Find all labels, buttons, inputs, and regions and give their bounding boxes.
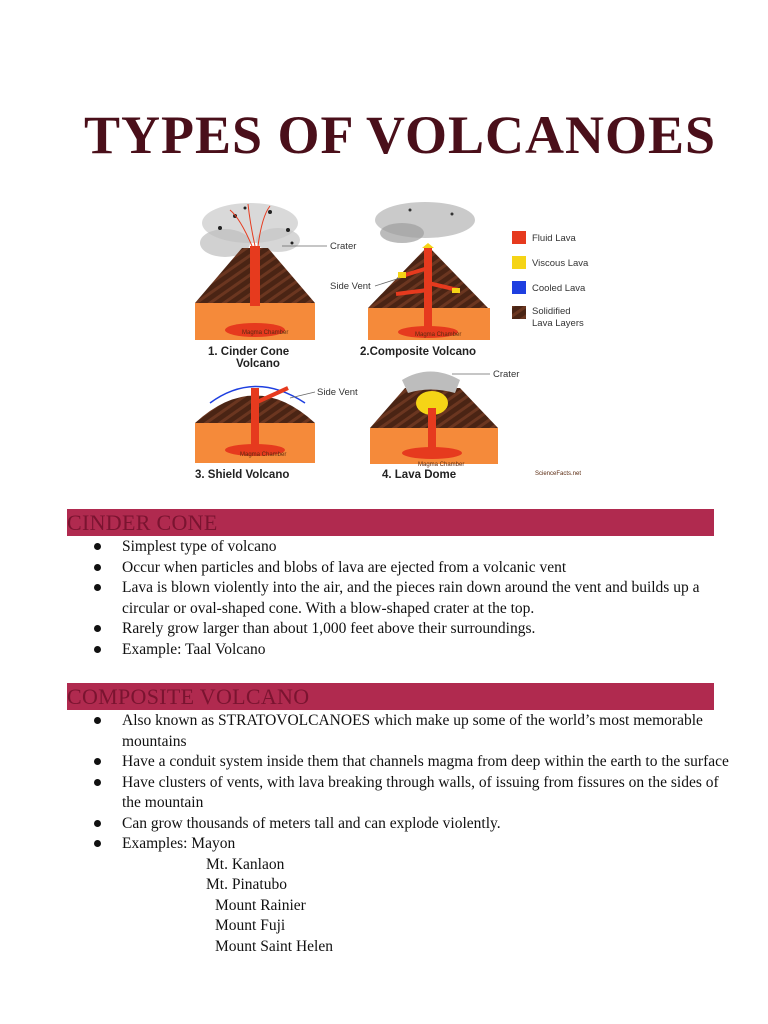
- bullet-icon: [94, 840, 101, 847]
- example-item: Mount Saint Helen: [215, 937, 333, 955]
- svg-text:Lava Layers: Lava Layers: [532, 318, 584, 329]
- bullet-icon: [94, 820, 101, 827]
- svg-text:Cooled Lava: Cooled Lava: [532, 283, 586, 294]
- cinder-cone-list: [94, 537, 734, 660]
- example-item: Mt. Pinatubo: [206, 876, 287, 893]
- list-item: Also known as STRATOVOLCANOES which make up some of the world’s most memorable mountains: [94, 711, 734, 752]
- bullet-icon: [94, 625, 101, 632]
- svg-text:ScienceFacts.net: ScienceFacts.net: [535, 471, 582, 477]
- bullet-icon: [94, 564, 101, 571]
- list-item: Have a conduit system inside them that channels magma from deep within the earth to the surface: [94, 752, 734, 773]
- cinder-cone-heading-bar: [67, 509, 714, 536]
- svg-text:Viscous Lava: Viscous Lava: [532, 258, 589, 269]
- lava-dome-illustration: [370, 372, 498, 482]
- shield-volcano-illustration: [195, 387, 315, 482]
- list-item: Have clusters of vents, with lava breaking through walls, of issuing from fissures on the sides of the mountain: [94, 773, 734, 814]
- svg-text:4. Lava Dome: 4. Lava Dome: [382, 469, 457, 481]
- svg-text:Magma Chamber: Magma Chamber: [415, 332, 462, 338]
- composite-volcano-list: [94, 711, 734, 957]
- bullet-icon: [94, 646, 101, 653]
- composite-volcano-heading-bar: [67, 683, 714, 710]
- list-item: Examples: Mayon: [94, 834, 734, 855]
- list-item: Example: Taal Volcano: [94, 640, 734, 661]
- svg-text:Magma Chamber: Magma Chamber: [418, 462, 465, 468]
- svg-text:Magma Chamber: Magma Chamber: [242, 330, 289, 336]
- bullet-icon: [94, 717, 101, 724]
- svg-text:Side Vent: Side Vent: [330, 281, 371, 292]
- svg-text:Crater: Crater: [330, 241, 357, 252]
- svg-text:Volcano: Volcano: [236, 358, 280, 370]
- svg-text:Magma Chamber: Magma Chamber: [240, 452, 287, 458]
- list-item: Lava is blown violently into the air, and the pieces rain down around the vent and builds up a circular or oval-shaped cone. With a blow-shaped crater at the top.: [94, 578, 734, 619]
- volcano-types-diagram: [190, 198, 610, 488]
- svg-text:Side Vent: Side Vent: [317, 387, 358, 398]
- cinder-cone-illustration: [195, 203, 315, 370]
- list-item: Can grow thousands of meters tall and can explode violently.: [94, 814, 734, 835]
- bullet-icon: [94, 779, 101, 786]
- composite-volcano-heading: COMPOSITE VOLCANO: [67, 684, 310, 709]
- example-item: Mount Fuji: [215, 917, 286, 934]
- list-item: Occur when particles and blobs of lava are ejected from a volcanic vent: [94, 558, 734, 579]
- page-title: TYPES OF VOLCANOES: [83, 105, 717, 165]
- bullet-icon: [94, 543, 101, 550]
- svg-text:Solidified: Solidified: [532, 306, 571, 317]
- svg-text:1. Cinder Cone: 1. Cinder Cone: [208, 346, 290, 358]
- list-item: Simplest type of volcano: [94, 537, 734, 558]
- list-item: Rarely grow larger than about 1,000 feet above their surroundings.: [94, 619, 734, 640]
- example-item: Mt. Kanlaon: [206, 855, 285, 873]
- diagram-legend: [512, 231, 589, 329]
- bullet-icon: [94, 584, 101, 591]
- cinder-cone-heading: CINDER CONE: [67, 510, 218, 535]
- bullet-icon: [94, 758, 101, 765]
- svg-text:Fluid Lava: Fluid Lava: [532, 233, 576, 244]
- svg-text:2.Composite Volcano: 2.Composite Volcano: [360, 346, 477, 358]
- svg-text:Crater: Crater: [493, 369, 520, 380]
- svg-text:3. Shield Volcano: 3. Shield Volcano: [195, 469, 290, 481]
- example-item: Mount Rainier: [215, 896, 306, 914]
- composite-volcano-illustration: [360, 202, 490, 358]
